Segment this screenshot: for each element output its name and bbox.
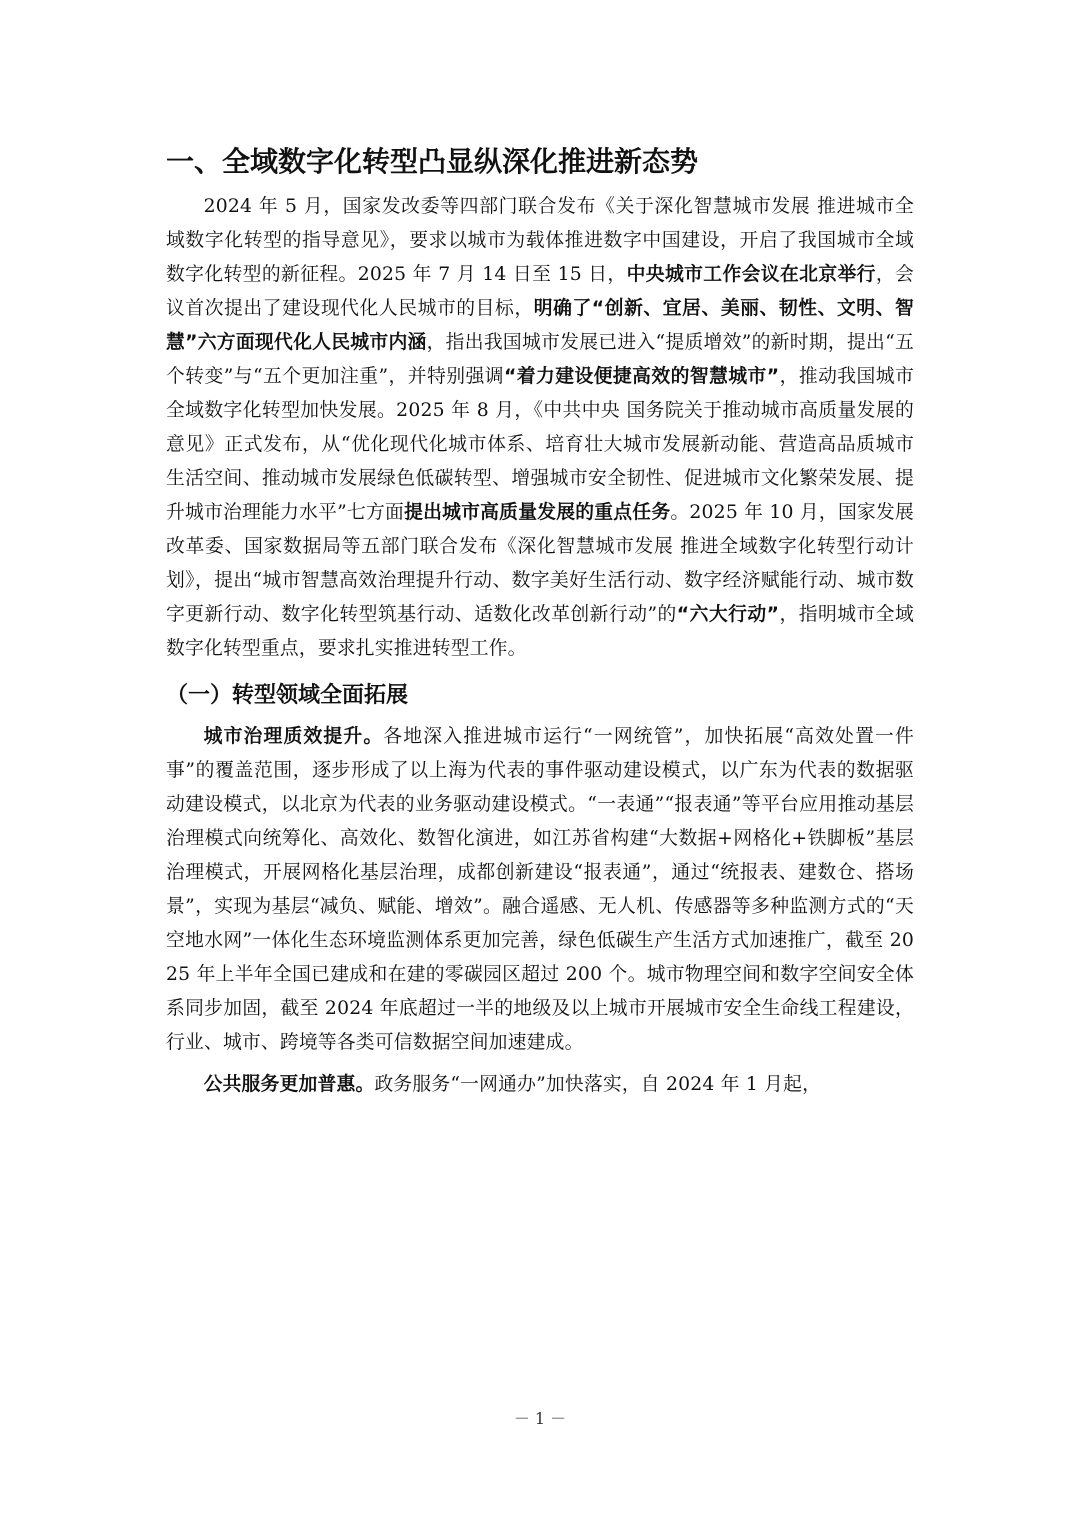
paragraph-intro [166,190,914,666]
bold-text: 城市治理质效提升。 [203,726,384,747]
section-heading: 一、全域数字化转型凸显纵深化推进新态势 [166,145,699,178]
bold-text: 提出城市高质量发展的重点任务 [404,502,671,523]
body-text: 2024 年 5 月，国家发改委等四部门联合发布《关于深化智慧城市发展 推进城市全域数字化转型的指导意见》，要求以城市为载体推进数字中国建设，开启了我国城市全域数字化转型的新征程。2025 年 7 月 14 日至 15 日， [166,196,914,285]
paragraph-urban-governance [166,720,914,1060]
body-text: ，指出我国城市发展已进入“提质增效”的新时期，提出“五个转变”与“五个更加注重”，并特别强调 [166,332,914,387]
bold-text: 中央城市工作会议在北京举行 [626,264,876,285]
body-text: 政务服务“一网通办”加快落实，自 2024 年 1 月起， [374,1074,822,1095]
document-page [166,140,914,1110]
bold-text: “着力建设便捷高效的智慧城市” [503,366,780,387]
body-text: ，指明城市全域数字化转型重点，要求扎实推进转型工作。 [166,604,915,659]
bold-text: 明确了“创新、宜居、美丽、韧性、文明、智慧”六方面现代化人民城市内涵 [166,298,914,353]
body-text: 。2025 年 10 月，国家发展改革委、国家数据局等五部门联合发布《深化智慧城市发展 推进全域数字化转型行动计划》，提出“城市智慧高效治理提升行动、数字美好生活行动、数字经济赋能行动、城市数字更新行动、数字化转型筑基行动、适数化改革创新行动”的 [166,502,914,625]
body-text: 各地深入推进城市运行“一网统管”，加快拓展“高效处置一件事”的覆盖范围，逐步形成了以上海为代表的事件驱动建设模式，以广东为代表的数据驱动建设模式，以北京为代表的业务驱动建设模式。“一表通”“报表通”等平台应用推动基层治理模式向统筹化、高效化、数智化演进，如江苏省构建“大数据+网格化+铁脚板”基层治理模式，开展网格化基层治理，成都创新建设“报表通”，通过“统报表、建数仓、搭场景”，实现为基层“减负、赋能、增效”。融合遥感、无人机、传感器等多种监测方式的“天空地水网”一体化生态环境监测体系更加完善，绿色低碳生产生活方式加速推广，截至 2025 年上半年全国已建成和在建的零碳园区超过 200 个。城市物理空间和数字空间安全体系同步加固，截至 2024 年底超过一半的地级及以上城市开展城市安全生命线工程建设，行业、城市、跨境等各类可信数据空间加速建成。 [166,726,914,1053]
subsection-heading: （一）转型领域全面拓展 [166,683,409,708]
page-number: － 1 － [513,1409,567,1428]
bold-text: 公共服务更加普惠。 [203,1074,375,1095]
body-text: ，会议首次提出了建设现代化人民城市的目标， [166,264,914,319]
body-text: ，推动我国城市全域数字化转型加快发展。2025 年 8 月，《中共中央 国务院关于推动城市高质量发展的意见》正式发布，从“优化现代化城市体系、培育壮大城市发展新动能、营造高品质城市生活空间、推动城市发展绿色低碳转型、增强城市安全韧性、促进城市文化繁荣发展、提升城市治理能力水平”七方面 [166,366,914,523]
bold-text: “六大行动” [676,604,780,625]
paragraph-public-services [166,1068,914,1102]
